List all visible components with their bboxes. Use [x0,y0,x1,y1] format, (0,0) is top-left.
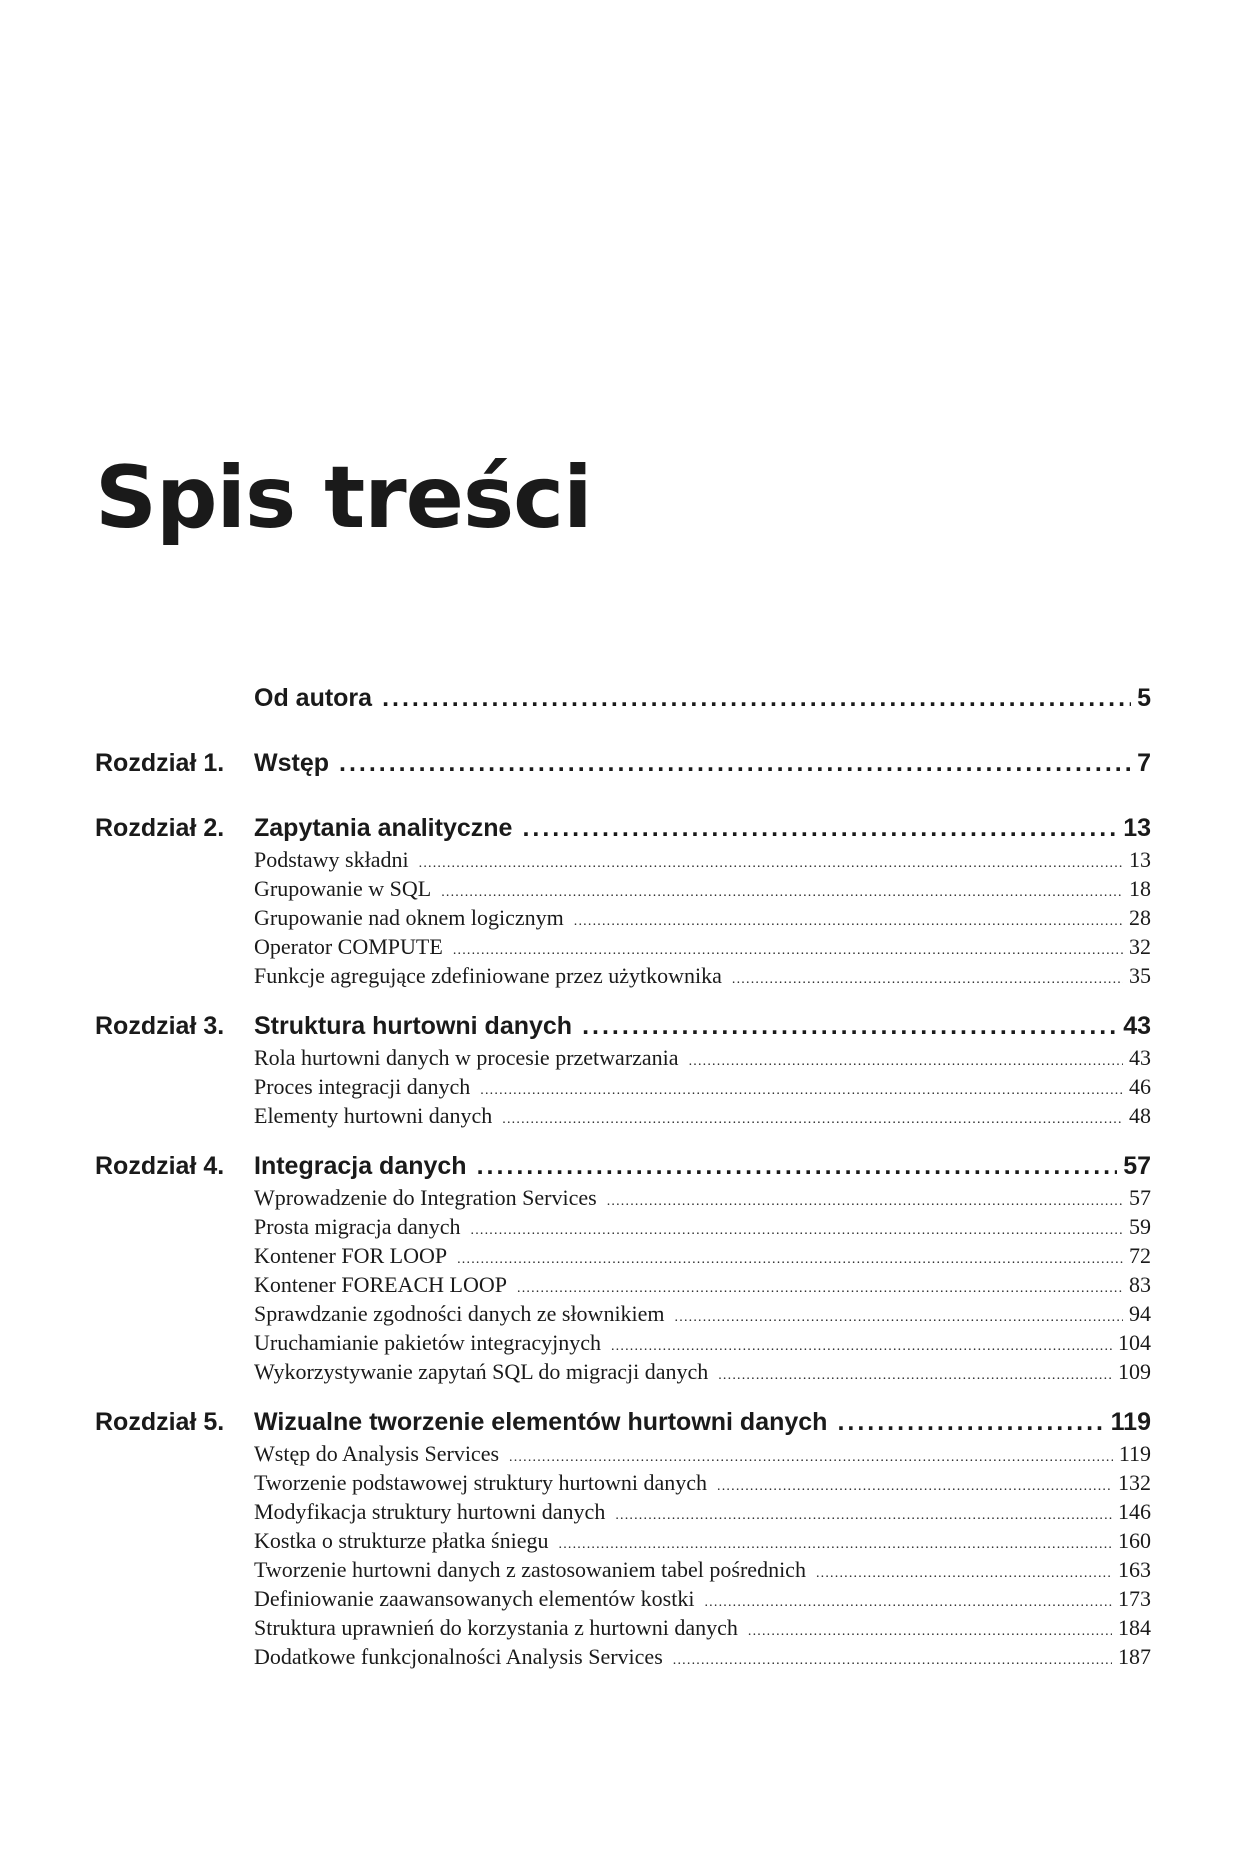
toc-chapter-entry[interactable] [95,745,1151,792]
chapter-page-number: 119 [1110,1408,1151,1436]
section-page-number: 32 [1129,934,1151,959]
toc-chapter-row [254,810,1151,846]
chapter-page-number: 43 [1123,1012,1151,1040]
toc-chapter-block [95,810,1151,990]
chapter-page-number: 13 [1123,814,1151,842]
section-page-number: 109 [1118,1359,1151,1384]
section-title: Funkcje agregujące zdefiniowane przez użytkownika [254,963,722,988]
section-title: Grupowanie w SQL [254,876,432,901]
toc-chapter-row [254,1148,1151,1184]
toc-chapter-row [254,680,1151,716]
dot-leader [718,1361,1112,1390]
section-page-number: 46 [1129,1074,1151,1099]
section-page-number: 83 [1129,1272,1151,1297]
section-page-number: 94 [1129,1301,1151,1326]
toc-section-entry[interactable] [95,1468,1151,1497]
section-title: Grupowanie nad oknem logicznym [254,905,564,930]
toc-section-entry[interactable] [95,845,1151,874]
section-title: Proces integracji danych [254,1074,471,1099]
section-page-number: 28 [1129,905,1151,930]
dot-leader [673,1646,1112,1675]
toc-section-row [254,1357,1151,1390]
section-title: Kostka o strukturze płatka śniegu [254,1528,549,1553]
toc-chapter-entry[interactable] [95,680,1151,727]
chapter-title: Wstęp [254,749,329,777]
section-title: Operator COMPUTE [254,934,443,959]
toc-chapter-entry[interactable] [95,1404,1151,1439]
section-page-number: 173 [1118,1586,1151,1611]
dot-leader [477,1148,1118,1184]
section-title: Prosta migracja danych [254,1214,461,1239]
section-page-number: 43 [1129,1045,1151,1070]
chapter-title: Od autora [254,684,373,712]
section-page-number: 57 [1129,1185,1151,1210]
dot-leader [582,1008,1117,1044]
section-title: Tworzenie hurtowni danych z zastosowaniem tabel pośrednich [254,1557,806,1582]
section-title: Podstawy składni [254,847,409,872]
section-title: Definiowanie zaawansowanych elementów kostki [254,1586,695,1611]
section-page-number: 163 [1118,1557,1151,1582]
toc-section-row [254,1101,1151,1134]
chapter-label: Rozdział 1. [95,749,225,777]
toc-section-entry[interactable] [95,1183,1151,1212]
chapter-page-number: 5 [1137,684,1151,712]
section-title: Kontener FOR LOOP [254,1243,448,1268]
toc-section-entry[interactable] [95,1072,1151,1101]
toc-section-entry[interactable] [95,1043,1151,1072]
toc-section-entry[interactable] [95,1642,1151,1671]
section-title: Wstęp do Analysis Services [254,1441,500,1466]
toc-section-entry[interactable] [95,1101,1151,1130]
toc-chapter-block [95,745,1151,792]
chapter-title: Struktura hurtowni danych [254,1012,573,1040]
toc-section-entry[interactable] [95,1439,1151,1468]
section-page-number: 18 [1129,876,1151,901]
toc-section-entry[interactable] [95,1526,1151,1555]
section-title: Sprawdzanie zgodności danych ze słownikiem [254,1301,665,1326]
section-title: Struktura uprawnień do korzystania z hurtowni danych [254,1615,738,1640]
chapter-title: Zapytania analityczne [254,814,513,842]
toc-section-entry[interactable] [95,1299,1151,1328]
dot-leader [837,1404,1104,1440]
section-title: Rola hurtowni danych w procesie przetwarzania [254,1045,679,1070]
toc-chapter-entry[interactable] [95,1148,1151,1183]
section-page-number: 146 [1118,1499,1151,1524]
toc-chapter-block [95,1008,1151,1130]
section-page-number: 184 [1118,1615,1151,1640]
dot-leader [522,810,1117,846]
dot-leader [339,745,1131,781]
toc-section-row [254,1642,1151,1675]
toc-section-entry[interactable] [95,1555,1151,1584]
toc-section-entry[interactable] [95,1270,1151,1299]
section-page-number: 104 [1118,1330,1151,1355]
chapter-label: Rozdział 2. [95,814,225,842]
toc-chapter-block [95,1148,1151,1386]
toc-section-row [254,961,1151,994]
chapter-page-number: 7 [1137,749,1151,777]
section-title: Elementy hurtowni danych [254,1103,493,1128]
table-of-contents [95,680,1151,1689]
section-page-number: 132 [1118,1470,1151,1495]
section-page-number: 48 [1129,1103,1151,1128]
chapter-page-number: 57 [1123,1152,1151,1180]
section-title: Dodatkowe funkcjonalności Analysis Services [254,1644,663,1669]
chapter-title: Wizualne tworzenie elementów hurtowni danych [254,1408,828,1436]
section-title: Tworzenie podstawowej struktury hurtowni danych [254,1470,708,1495]
dot-leader [502,1105,1123,1134]
page-title: Spis treści [95,448,592,548]
chapter-label: Rozdział 5. [95,1408,225,1436]
toc-section-entry[interactable] [95,1212,1151,1241]
toc-chapter-block [95,680,1151,727]
dot-leader [732,965,1123,994]
section-page-number: 35 [1129,963,1151,988]
toc-section-entry[interactable] [95,1241,1151,1270]
section-page-number: 187 [1118,1644,1151,1669]
toc-section-entry[interactable] [95,1497,1151,1526]
chapter-label: Rozdział 4. [95,1152,225,1180]
toc-section-entry[interactable] [95,1613,1151,1642]
section-page-number: 13 [1129,847,1151,872]
toc-section-entry[interactable] [95,1357,1151,1386]
chapter-label: Rozdział 3. [95,1012,225,1040]
toc-section-entry[interactable] [95,1584,1151,1613]
toc-section-entry[interactable] [95,932,1151,961]
toc-chapter-row [254,1404,1151,1440]
toc-chapter-row [254,1008,1151,1044]
section-page-number: 119 [1118,1441,1151,1466]
section-title: Uruchamianie pakietów integracyjnych [254,1330,601,1355]
toc-section-entry[interactable] [95,903,1151,932]
toc-section-entry[interactable] [95,1328,1151,1357]
toc-section-entry[interactable] [95,874,1151,903]
section-title: Wykorzystywanie zapytań SQL do migracji danych [254,1359,709,1384]
toc-chapter-row [254,745,1151,781]
section-title: Wprowadzenie do Integration Services [254,1185,597,1210]
section-page-number: 160 [1118,1528,1151,1553]
toc-chapter-block [95,1404,1151,1671]
section-title: Kontener FOREACH LOOP [254,1272,507,1297]
chapter-title: Integracja danych [254,1152,467,1180]
dot-leader [382,680,1131,716]
section-page-number: 59 [1129,1214,1151,1239]
section-title: Modyfikacja struktury hurtowni danych [254,1499,606,1524]
section-page-number: 72 [1129,1243,1151,1268]
toc-chapter-entry[interactable] [95,1008,1151,1043]
toc-chapter-entry[interactable] [95,810,1151,845]
toc-section-entry[interactable] [95,961,1151,990]
